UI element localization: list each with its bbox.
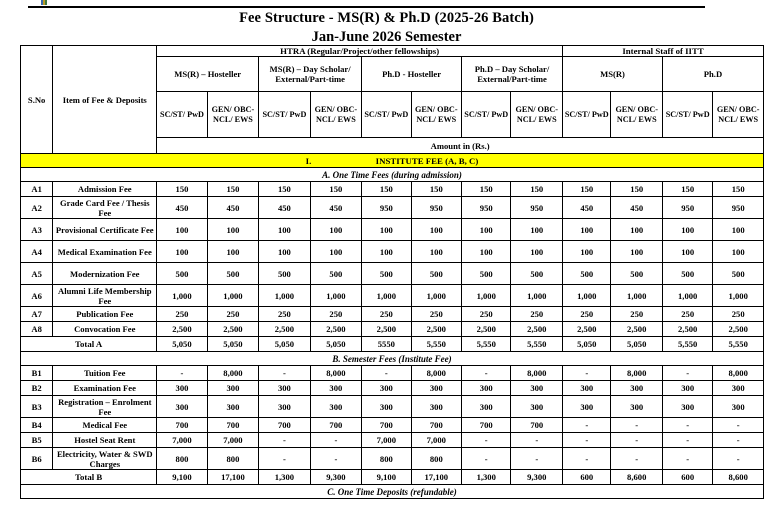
table-row — [21, 197, 764, 219]
cell-value: - — [563, 448, 611, 470]
banner-number: I. — [305, 155, 312, 166]
cell-value: 1,000 — [157, 285, 207, 307]
cell-value: 8,000 — [713, 366, 764, 381]
cell-value: 1,000 — [713, 285, 764, 307]
row-item: Convocation Fee — [53, 322, 157, 337]
total-a-value: 5,550 — [462, 337, 511, 352]
total-b-value: 600 — [662, 470, 712, 485]
cell-value: 500 — [310, 263, 361, 285]
cell-value: 7,000 — [362, 433, 411, 448]
cell-value: 2,500 — [310, 322, 361, 337]
cell-value: 8,000 — [511, 366, 563, 381]
row-item: Admission Fee — [53, 182, 157, 197]
category-scst-3: SC/ST/ PwD — [362, 92, 411, 138]
cell-value: 500 — [713, 263, 764, 285]
table-row — [21, 322, 764, 337]
cell-value: 700 — [259, 418, 310, 433]
total-b-value: 17,100 — [207, 470, 258, 485]
cell-value: - — [662, 433, 712, 448]
cell-value: 100 — [362, 241, 411, 263]
total-b-value: 8,600 — [611, 470, 662, 485]
total-a-value: 5,050 — [259, 337, 310, 352]
page-title: Fee Structure - MS(R) & Ph.D (2025-26 Batch) — [239, 10, 534, 26]
total-a-row — [21, 337, 764, 352]
group-header-internal-staff: Internal Staff of IITT — [563, 46, 764, 57]
cell-value: 300 — [411, 381, 461, 396]
header-rule — [28, 6, 705, 8]
row-item: Modernization Fee — [53, 263, 157, 285]
row-item: Alumni Life Membership Fee — [53, 285, 157, 307]
category-gen-2: GEN/ OBC-NCL/ EWS — [310, 92, 361, 138]
total-a-value: 5,050 — [611, 337, 662, 352]
table-row — [21, 381, 764, 396]
cell-value: 300 — [563, 396, 611, 418]
row-sno: A6 — [21, 285, 53, 307]
cell-value: 250 — [157, 307, 207, 322]
row-sno: A4 — [21, 241, 53, 263]
row-item: Grade Card Fee / Thesis Fee — [53, 197, 157, 219]
table-row — [21, 241, 764, 263]
cell-value: - — [462, 366, 511, 381]
cell-value: - — [611, 433, 662, 448]
amount-note: Amount in (Rs.) — [157, 138, 764, 154]
cell-value: 500 — [362, 263, 411, 285]
row-item: Publication Fee — [53, 307, 157, 322]
cell-value: 2,500 — [662, 322, 712, 337]
cell-value: 300 — [207, 396, 258, 418]
cell-value: 150 — [563, 182, 611, 197]
cell-value: - — [563, 433, 611, 448]
cell-value: 300 — [207, 381, 258, 396]
cell-value: 950 — [362, 197, 411, 219]
cell-value: 100 — [662, 219, 712, 241]
table-row — [21, 182, 764, 197]
cell-value: 100 — [259, 241, 310, 263]
cell-value: 300 — [157, 381, 207, 396]
row-sno: B4 — [21, 418, 53, 433]
col-header-item: Item of Fee & Deposits — [53, 46, 157, 154]
cell-value: - — [662, 448, 712, 470]
cell-value: 300 — [310, 381, 361, 396]
total-a-label: Total A — [21, 337, 157, 352]
page-subtitle: Jan-June 2026 Semester — [311, 29, 462, 45]
cell-value: 100 — [563, 241, 611, 263]
total-b-value: 1,300 — [259, 470, 310, 485]
cell-value: 150 — [662, 182, 712, 197]
cell-value: 100 — [511, 241, 563, 263]
cell-value: 150 — [611, 182, 662, 197]
cell-value: - — [563, 418, 611, 433]
section-a-label: A. One Time Fees (during admission) — [21, 168, 764, 182]
cell-value: 100 — [713, 241, 764, 263]
cell-value: 2,500 — [511, 322, 563, 337]
cell-value: 950 — [511, 197, 563, 219]
cell-value: 150 — [207, 182, 258, 197]
table-row — [21, 366, 764, 381]
cell-value: 450 — [259, 197, 310, 219]
cell-value: 1,000 — [207, 285, 258, 307]
cell-value: 1,000 — [611, 285, 662, 307]
row-item: Tuition Fee — [53, 366, 157, 381]
cell-value: 500 — [511, 263, 563, 285]
total-a-value: 5,550 — [511, 337, 563, 352]
section-b-row — [21, 352, 764, 366]
cell-value: 1,000 — [411, 285, 461, 307]
cell-value: - — [713, 433, 764, 448]
cell-value: - — [662, 418, 712, 433]
cell-value: 950 — [411, 197, 461, 219]
cell-value: 450 — [611, 197, 662, 219]
subgroup-phd-hosteller: Ph.D - Hosteller — [362, 57, 462, 92]
total-a-value: 5,050 — [563, 337, 611, 352]
total-b-value: 9,100 — [157, 470, 207, 485]
cell-value: 300 — [511, 396, 563, 418]
subgroup-internal-msr: MS(R) — [563, 57, 663, 92]
cell-value: 100 — [157, 219, 207, 241]
total-a-value: 5,050 — [310, 337, 361, 352]
row-sno: A7 — [21, 307, 53, 322]
category-scst-5: SC/ST/ PwD — [563, 92, 611, 138]
cell-value: 250 — [662, 307, 712, 322]
cell-value: 950 — [713, 197, 764, 219]
cell-value: 8,000 — [411, 366, 461, 381]
row-item: Examination Fee — [53, 381, 157, 396]
cell-value: 250 — [362, 307, 411, 322]
cell-value: 300 — [611, 381, 662, 396]
category-scst-2: SC/ST/ PwD — [259, 92, 310, 138]
cell-value: 100 — [563, 219, 611, 241]
cell-value: 7,000 — [411, 433, 461, 448]
cell-value: - — [259, 433, 310, 448]
row-sno: A8 — [21, 322, 53, 337]
cell-value: 300 — [362, 396, 411, 418]
cell-value: 250 — [310, 307, 361, 322]
section-c-row — [21, 485, 764, 499]
cell-value: 100 — [411, 219, 461, 241]
cell-value: 800 — [411, 448, 461, 470]
cell-value: 100 — [362, 219, 411, 241]
cell-value: 250 — [462, 307, 511, 322]
table-row — [21, 307, 764, 322]
cell-value: 700 — [362, 418, 411, 433]
subgroup-phd-dayscholar: Ph.D – Day Scholar/ External/Part-time — [462, 57, 563, 92]
banner-label: INSTITUTE FEE (A, B, C) — [375, 155, 479, 166]
cell-value: 250 — [411, 307, 461, 322]
cell-value: - — [462, 433, 511, 448]
total-b-value: 9,100 — [362, 470, 411, 485]
cell-value: - — [611, 418, 662, 433]
category-gen-6: GEN/ OBC-NCL/ EWS — [713, 92, 764, 138]
cell-value: 100 — [207, 219, 258, 241]
cell-value: 450 — [310, 197, 361, 219]
cell-value: 8,000 — [207, 366, 258, 381]
cell-value: - — [310, 433, 361, 448]
row-sno: A3 — [21, 219, 53, 241]
category-scst-4: SC/ST/ PwD — [462, 92, 511, 138]
cell-value: 7,000 — [157, 433, 207, 448]
cell-value: 250 — [511, 307, 563, 322]
cell-value: 100 — [511, 219, 563, 241]
cell-value: 100 — [462, 219, 511, 241]
institute-fee-banner-row — [21, 154, 764, 168]
total-a-value: 5,550 — [713, 337, 764, 352]
row-item: Registration – Enrolment Fee — [53, 396, 157, 418]
cell-value: 250 — [713, 307, 764, 322]
cell-value: - — [563, 366, 611, 381]
cell-value: 2,500 — [411, 322, 461, 337]
total-a-value: 5550 — [362, 337, 411, 352]
cell-value: 2,500 — [362, 322, 411, 337]
cell-value: 100 — [462, 241, 511, 263]
row-sno: A2 — [21, 197, 53, 219]
total-b-row — [21, 470, 764, 485]
cell-value: 1,000 — [259, 285, 310, 307]
table-row — [21, 418, 764, 433]
cell-value: 500 — [611, 263, 662, 285]
category-gen-5: GEN/ OBC-NCL/ EWS — [611, 92, 662, 138]
cell-value: 1,000 — [662, 285, 712, 307]
cell-value: 100 — [259, 219, 310, 241]
subgroup-msr-hosteller: MS(R) – Hosteller — [157, 57, 259, 92]
cell-value: 300 — [259, 396, 310, 418]
fee-structure-table — [20, 45, 764, 499]
header-group-row — [21, 46, 764, 57]
row-item: Provisional Certificate Fee — [53, 219, 157, 241]
total-a-value: 5,050 — [207, 337, 258, 352]
total-b-value: 8,600 — [713, 470, 764, 485]
group-header-htra: HTRA (Regular/Project/other fellowships) — [157, 46, 563, 57]
cell-value: 2,500 — [259, 322, 310, 337]
cell-value: 300 — [511, 381, 563, 396]
cell-value: 8,000 — [611, 366, 662, 381]
cell-value: 100 — [411, 241, 461, 263]
section-b-label: B. Semester Fees (Institute Fee) — [21, 352, 764, 366]
cell-value: - — [511, 448, 563, 470]
cell-value: 950 — [662, 197, 712, 219]
category-scst-1: SC/ST/ PwD — [157, 92, 207, 138]
cell-value: 2,500 — [207, 322, 258, 337]
cell-value: 300 — [611, 396, 662, 418]
cell-value: 1,000 — [310, 285, 361, 307]
cell-value: 300 — [713, 381, 764, 396]
total-a-value: 5,050 — [157, 337, 207, 352]
row-sno: B3 — [21, 396, 53, 418]
row-sno: A5 — [21, 263, 53, 285]
row-item: Medical Fee — [53, 418, 157, 433]
row-item: Hostel Seat Rent — [53, 433, 157, 448]
cell-value: 2,500 — [157, 322, 207, 337]
cell-value: 150 — [511, 182, 563, 197]
cell-value: 300 — [411, 396, 461, 418]
cell-value: 2,500 — [462, 322, 511, 337]
cell-value: 700 — [411, 418, 461, 433]
total-b-value: 600 — [563, 470, 611, 485]
cell-value: 700 — [462, 418, 511, 433]
table-row — [21, 396, 764, 418]
section-c-label: C. One Time Deposits (refundable) — [21, 485, 764, 499]
cell-value: 100 — [611, 241, 662, 263]
cell-value: - — [713, 448, 764, 470]
cell-value: - — [310, 448, 361, 470]
cell-value: 100 — [310, 219, 361, 241]
cell-value: 300 — [662, 381, 712, 396]
row-sno: B6 — [21, 448, 53, 470]
cell-value: 500 — [207, 263, 258, 285]
cell-value: 700 — [511, 418, 563, 433]
cell-value: 300 — [259, 381, 310, 396]
cell-value: 250 — [563, 307, 611, 322]
cell-value: 300 — [310, 396, 361, 418]
cell-value: 8,000 — [310, 366, 361, 381]
cell-value: - — [259, 366, 310, 381]
cell-value: 250 — [611, 307, 662, 322]
institute-fee-banner — [21, 154, 764, 168]
cell-value: 950 — [462, 197, 511, 219]
cell-value: 300 — [462, 396, 511, 418]
cell-value: 100 — [611, 219, 662, 241]
cell-value: 100 — [713, 219, 764, 241]
cell-value: 800 — [362, 448, 411, 470]
cell-value: 700 — [310, 418, 361, 433]
cell-value: - — [259, 448, 310, 470]
cell-value: 100 — [310, 241, 361, 263]
total-b-label: Total B — [21, 470, 157, 485]
cell-value: 1,000 — [462, 285, 511, 307]
cell-value: 150 — [411, 182, 461, 197]
total-b-value: 9,300 — [310, 470, 361, 485]
cell-value: 300 — [362, 381, 411, 396]
cell-value: 250 — [207, 307, 258, 322]
total-b-value: 9,300 — [511, 470, 563, 485]
cell-value: 2,500 — [563, 322, 611, 337]
cell-value: - — [611, 448, 662, 470]
cell-value: 800 — [157, 448, 207, 470]
cell-value: - — [157, 366, 207, 381]
cell-value: 150 — [362, 182, 411, 197]
section-a-row — [21, 168, 764, 182]
cell-value: 150 — [462, 182, 511, 197]
cell-value: 150 — [157, 182, 207, 197]
total-a-value: 5,550 — [662, 337, 712, 352]
cell-value: 1,000 — [511, 285, 563, 307]
cell-value: 1,000 — [563, 285, 611, 307]
cell-value: 100 — [662, 241, 712, 263]
cell-value: 300 — [713, 396, 764, 418]
cell-value: 150 — [713, 182, 764, 197]
table-row — [21, 263, 764, 285]
cell-value: 150 — [310, 182, 361, 197]
scan-artifact — [41, 0, 47, 5]
cell-value: 300 — [462, 381, 511, 396]
subgroup-msr-dayscholar: MS(R) – Day Scholar/ External/Part-time — [259, 57, 362, 92]
cell-value: 300 — [563, 381, 611, 396]
col-header-sno: S.No — [21, 46, 53, 154]
total-a-value: 5,550 — [411, 337, 461, 352]
cell-value: 450 — [207, 197, 258, 219]
cell-value: 100 — [157, 241, 207, 263]
cell-value: 700 — [207, 418, 258, 433]
category-scst-6: SC/ST/ PwD — [662, 92, 712, 138]
table-row — [21, 285, 764, 307]
table-row — [21, 433, 764, 448]
cell-value: 500 — [662, 263, 712, 285]
row-sno: B2 — [21, 381, 53, 396]
cell-value: 150 — [259, 182, 310, 197]
cell-value: 500 — [411, 263, 461, 285]
category-gen-4: GEN/ OBC-NCL/ EWS — [511, 92, 563, 138]
cell-value: 500 — [259, 263, 310, 285]
row-sno: B1 — [21, 366, 53, 381]
total-b-value: 1,300 — [462, 470, 511, 485]
cell-value: 450 — [157, 197, 207, 219]
row-sno: A1 — [21, 182, 53, 197]
subgroup-internal-phd: Ph.D — [662, 57, 763, 92]
cell-value: 700 — [157, 418, 207, 433]
row-sno: B5 — [21, 433, 53, 448]
document-titles — [0, 9, 773, 46]
cell-value: 1,000 — [362, 285, 411, 307]
cell-value: - — [662, 366, 712, 381]
category-gen-3: GEN/ OBC-NCL/ EWS — [411, 92, 461, 138]
cell-value: - — [511, 433, 563, 448]
table-row — [21, 219, 764, 241]
cell-value: 450 — [563, 197, 611, 219]
row-item: Electricity, Water & SWD Charges — [53, 448, 157, 470]
cell-value: 2,500 — [713, 322, 764, 337]
cell-value: - — [462, 448, 511, 470]
cell-value: 100 — [207, 241, 258, 263]
cell-value: 250 — [259, 307, 310, 322]
row-item: Medical Examination Fee — [53, 241, 157, 263]
cell-value: 2,500 — [611, 322, 662, 337]
cell-value: 7,000 — [207, 433, 258, 448]
cell-value: 300 — [157, 396, 207, 418]
cell-value: 500 — [157, 263, 207, 285]
cell-value: 300 — [662, 396, 712, 418]
cell-value: - — [713, 418, 764, 433]
cell-value: - — [362, 366, 411, 381]
cell-value: 500 — [462, 263, 511, 285]
cell-value: 500 — [563, 263, 611, 285]
category-gen-1: GEN/ OBC-NCL/ EWS — [207, 92, 258, 138]
table-row — [21, 448, 764, 470]
cell-value: 800 — [207, 448, 258, 470]
total-b-value: 17,100 — [411, 470, 461, 485]
